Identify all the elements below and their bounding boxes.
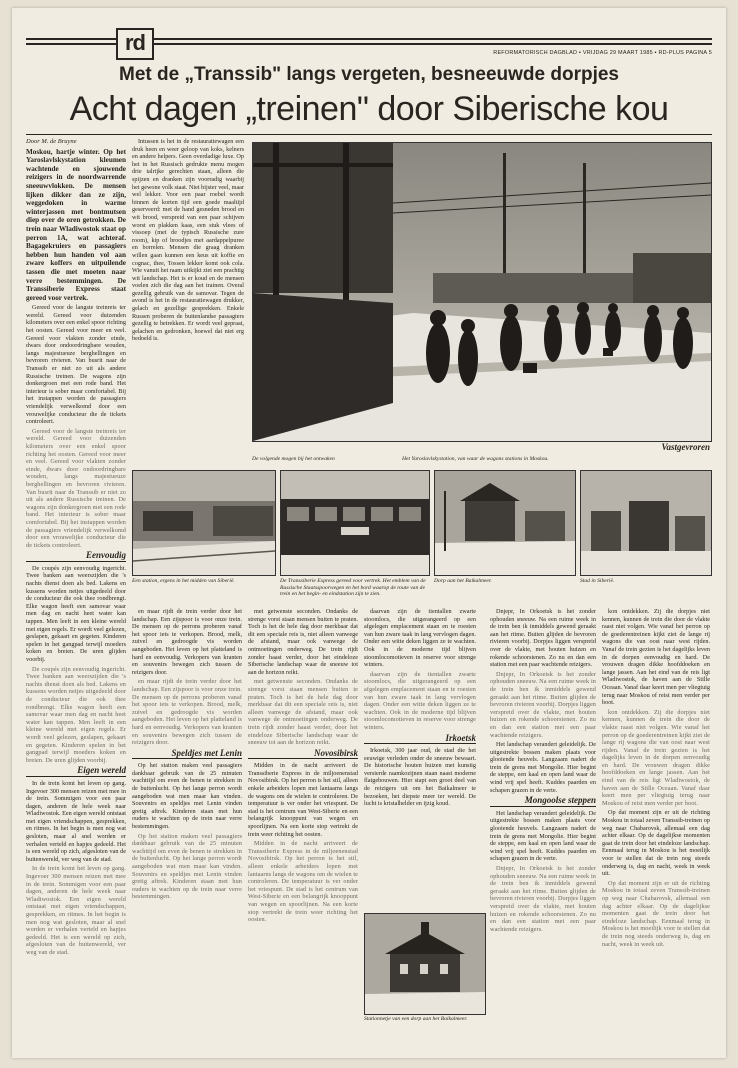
body-paragraph: en maar rijdt de trein verder door het landschap. Een zijspoor is voor onze trein. De mensen op de perrons proberen vanaf het spoor iets te verkopen. Brood, melk, zuivel en gedroogde vis worden aangeboden. Het leven op het platteland is hard en eenvoudig. Verkopers van kranten en souvenirs bewegen zich tussen de reizigers door. — [132, 608, 242, 676]
subhead-irkoetsk: Irkoetsk — [364, 735, 476, 745]
subhead-eenvoudig: Eenvoudig — [26, 552, 126, 562]
photo-transsib-express — [280, 470, 430, 576]
newspaper-page — [12, 8, 726, 1058]
body-paragraph: De coupés zijn eenvoudig ingericht. Twee banken aan weerszijden die 's nachts dienst doen als bed. Lakens en kussens worden netjes uitgedeeld door de conducteur die ook thee rondbrengt. Elke wagon heeft een samovar waar men dag en nacht heet water kan tappen. Men leeft in een kleine wereld met eigen regels. Er wordt veel gelezen, geslapen, gekaart en gegeten. Kinderen spelen in het gangpad terwijl moeders koken en breien. De uren glijden voorbij. — [26, 564, 126, 663]
main-photo-station — [252, 142, 712, 442]
masthead — [26, 28, 712, 58]
body-paragraph: Irkoetsk, 300 jaar oud, de stad die het eeuwige verleden onder de sneeuw bewaart. De historische houten huizen met kunstig versierde raamkozijnen staan naast moderne flatgebouwen. Hier stapt een groot deel van de reizigers uit om het Baikalmeer te bezoeken, het diepste meer ter wereld. De lucht is kristalhelder en ijzig koud. — [364, 747, 476, 808]
photo-caption: Dorp aan het Baikalmeer. — [434, 578, 492, 584]
photo-siberian-city — [580, 470, 712, 576]
lead-paragraph: Moskou, hartje winter. Op het Yaroslavlskystation kleumen wachtende en sjouwende reizigers in de noordwarrende sneeuwvlokken. De mensen lijken dikker dan ze zijn, weggedoken in warme winterjassen met bontmutsen diep over de oren getrokken. De trein naar Wladiwostok staat op perron 1A, wat achteraf. Bagagekruiers en passagiers hebben hun handen vol aan zware koffers en uitpuilende tassen die met moeten naar verre bestemmingen. De Transsiberie Express staat gereed voor vertrek. — [26, 147, 126, 302]
body-paragraph: In de trein komt het leven op gang. Ingevoer 300 mensen reizen met mee in de trein. Sommigen voor een paar dagen, anderen de hele week naar Wladiwostok. Een eigen wereld ontstaat met eigen vriendschappen, gesprekken, en ritmes. In het begin is men nog wat gesloten, maar al snel worden er verhalen verteld en hapjes gedeeld. Het is een wereld op zich, afgesloten van de buitenwereld, ver weg van de stad. — [26, 865, 126, 956]
photo-siberia-station — [132, 470, 276, 576]
station-photo-caption: Stationnetje van een dorp aan het Baikalmeer. — [364, 1016, 468, 1022]
body-paragraph: Midden in de nacht arriveert de Transsiberie Express in de miljoenenstad Novosibirsk. Op het perron is het stil, alleen enkele arbeiders lopen met lantaarns langs de wagons om de wielen te controleren. De temperatuur is ver onder het vriespunt. De stad is het centrum van West-Siberie en een belangrijk knooppunt van wegen en spoorlijnen. Na een korte stop vertrekt de trein weer richting het oosten. — [248, 840, 358, 924]
article-column-6 — [602, 608, 710, 1053]
body-paragraph: Gereed voor de langste treinreis ter wereld. Gereed voor duizenden kilometers over een enkel spoor richting het oosten. Gereed voor meer en veel. Gereed voor vlakten zonder einde, dwars door ondoordringbare wouden, langs majestueuze berghellingen en bevroren rivieren. Van busrit naar de Transsib er niet zo uit als andere Russische treinen. De wagons zijn donkergroen met een rode band. Het interieur is sober maar comfortabel. Bij het instappen worden de passagiers vriendelijk verwelkomd door een vrouwelijke conducteur die de tickets controleert. — [26, 304, 126, 426]
byline: Door M. de Bruyne — [26, 138, 77, 145]
article-column-1 — [26, 138, 126, 1053]
body-paragraph: en maar rijdt de trein verder door het landschap. Een zijspoor is voor onze trein. De mensen op de perrons proberen vanaf het spoor iets te verkopen. Brood, melk, zuivel en gedroogde vis worden aangeboden. Het leven op het platteland is hard en eenvoudig. Verkopers van kranten en souvenirs bewegen zich tussen de reizigers door. — [132, 678, 242, 747]
body-paragraph: Op dat moment zijn er uit de richting Moskou in totaal zeven Transsib-treinen op weg naar Chabarovsk, allemaal een dag achter elkaar. Op de dagelijkse momenten gaat de trein door het eindeloze landschap. Eenmaal terug in Moskou is het moeilijk voor te stellen dat de trein nog steeds onderweg is, dag en nacht, week in week uit. — [602, 809, 710, 878]
photo-caption: Een station, ergens in het midden van Siberië. — [132, 578, 235, 584]
body-paragraph: kon ontdekken. Zij die dorpjes niet kennen, kunnen de trein die door de vlakte raast niet volgen. Wie vanaf het perron op de goederentreinen kijkt ziet de lange rij wagons die van oost naar west rijden. Vanaf de trein gezien is het dagelijks leven in de dorpen eenvoudig en hard. De vrouwen dragen dikke hoofddoeken en lange jassen. Aan het eind van de reis ligt Wladiwostok, de haven aan de Stille Oceaan. Vanaf daar keert men per vliegtuig terug naar Moskou of reist men verder per boot. — [602, 708, 710, 807]
station-platform-image — [253, 143, 711, 441]
photo-caption: De Transsiberie Express gereed voor vertrek. Het emblem van de Russische Staatsspoorwegen en het bord waarop de route van de trein en het begin- en eindstation zijn te zien. — [280, 578, 426, 598]
article-column-3 — [248, 608, 358, 1053]
body-paragraph: In de trein komt het leven op gang. Ingevoer 300 mensen reizen met mee in de trein. Sommigen voor een paar dagen, anderen de hele week naar Wladiwostok. Een eigen wereld ontstaat met eigen vriendschappen, gesprekken, en ritmes. In het begin is men nog wat gesloten, maar al snel worden er verhalen verteld en hapjes gedeeld. Het is een wereld op zich, afgesloten van de buitenwereld, ver weg van de stad. — [26, 779, 126, 863]
main-photo-caption-left: De volgende mogen bij het ontwaken — [252, 456, 335, 462]
body-paragraph: Op het station maken veel passagiers dankbaar gebruik van de 25 minuten wachttijd om even de benen te strekken in de buitenlucht. Op het lange perron wordt aangeboden wat men maar kan vinden. Souvenirs en speldjes met Lenin vinden gretig aftrek. Kinderen staan met hun ouders te wachten op de trein naar verre bestemmingen. — [132, 762, 242, 831]
headline-rule — [26, 134, 712, 135]
body-paragraph: Het landschap verandert geleidelijk. De uitgestrekte bossen maken plaats voor glooiende heuvels. Langzaam nadert de trein de grens met Mongolie. Hier begint de steppe, een kaal en open land waar de wind vrij spel heeft. Kuddes paarden en schapen grazen in de verte. — [490, 741, 596, 794]
headline: Acht dagen „treinen" door Siberische kou — [69, 90, 669, 128]
body-paragraph: Op dat moment zijn er uit de richting Moskou in totaal zeven Transsib-treinen op weg naar Chabarovsk, allemaal een dag achter elkaar. Op de dagelijkse momenten gaat de trein door het eindeloze landschap. Eenmaal terug in Moskou is het moeilijk voor te stellen dat de trein nog steeds onderweg is, dag en nacht, week in week uit. — [602, 879, 710, 948]
body-paragraph: De coupés zijn eenvoudig ingericht. Twee banken aan weerszijden die 's nachts dienst doen als bed. Lakens en kussens worden netjes uitgedeeld door de conducteur die ook thee rondbrengt. Elke wagon heeft een samovar waar men dag en nacht heet water kan tappen. Men leeft in een kleine wereld met eigen regels. Er wordt veel gelezen, geslapen, gekaart en gegeten. Kinderen spelen in het gangpad terwijl moeders koken en breien. De uren glijden voorbij. — [26, 665, 126, 764]
subhead-mongoolse-steppen: Mongoolse steppen — [490, 797, 596, 807]
body-paragraph: met getwenste seconden. Ondanks de strenge vorst staan mensen buiten te praten. Toch is het de hele dag door merkbaar dat dit een speciale reis is, niet alleen vanwege de afstand, maar ook vanwege de ontmoetingen onderweg. De trein rijdt zonder haast verder, door het eindeloze Siberische landschap waar de sneeuw tot aan de horizon reikt. — [248, 608, 358, 676]
body-paragraph: kon ontdekken. Zij die dorpjes niet kennen, kunnen de trein die door de vlakte raast niet volgen. Wie vanaf het perron op de goederentreinen kijkt ziet de lange rij wagons die van oost naar west rijden. Vanaf de trein gezien is het dagelijks leven in de dorpen eenvoudig en hard. De vrouwen dragen dikke hoofddoeken en lange jassen. Aan het eind van de reis ligt Wladiwostok, de haven aan de Stille Oceaan. Vanaf daar keert men per vliegtuig terug naar Moskou of reist men verder per boot. — [602, 608, 710, 707]
subhead-speldjes-met-lenin: Speldjes met Lenin — [132, 750, 242, 760]
body-paragraph: Dnjepr, In Orkoetsk is het zonder ophouden sneeuw. Na een ruime week in de trein ben ik inmiddels gewend geraakt aan het ritme. Buiten glijden de bevroren rivieren voorbij. Dorpjes liggen verspreid over de vlakte, met houten huizen en rokende schoorstenen. Zo nu en dan een station met een paar wachtende reizigers. — [490, 670, 596, 739]
article-column-4 — [364, 608, 476, 908]
photo-baikal-station — [364, 913, 486, 1015]
body-paragraph: Het landschap verandert geleidelijk. De uitgestrekte bossen maken plaats voor glooiende heuvels. Langzaam nadert de trein de grens met Mongolie. Hier begint de steppe, een kaal en open land waar de wind vrij spel heeft. Kuddes paarden en schapen grazen in de verte. — [490, 809, 596, 863]
article-column-5 — [490, 608, 596, 1053]
main-photo-caption-right: Het Yaroslavlskystation, van waar de wagons stations in Moskou. — [402, 456, 549, 462]
body-paragraph: Dnjepr, In Orkoetsk is het zonder ophouden sneeuw. Na een ruime week in de trein ben ik inmiddels gewend geraakt aan het ritme. Buiten glijden de bevroren rivieren voorbij. Dorpjes liggen verspreid over de vlakte, met houten huizen en rokende schoorstenen. Zo nu en dan een station met een paar wachtende reizigers. — [490, 608, 596, 669]
article-column-2-lower — [132, 608, 242, 1053]
article-column-2 — [132, 138, 244, 438]
subhead-eigen-wereld: Eigen wereld — [26, 767, 126, 777]
body-paragraph: Op het station maken veel passagiers dankbaar gebruik van de 25 minuten wachttijd om even de benen te strekken in de buitenlucht. Op het lange perron wordt aangeboden wat men maar kan vinden. Souvenirs en speldjes met Lenin vinden gretig aftrek. Kinderen staan met hun ouders te wachten op de trein naar verre bestemmingen. — [132, 832, 242, 901]
subhead-novosibirsk: Novosibirsk — [248, 750, 358, 760]
photo-baikal-village — [434, 470, 576, 576]
body-paragraph: Intussen is het in de restauratiewagen een druk heen en weer geloop van koks, kelners en andere helpers. Geen overdadige luxe. Op het in het Russisch gedrukte menu mogen drie talrijke gerechten staan, alleen die spijzen en dranken zijn voorradig waarbij het gewone volk staat. Niet bijster veel, maar wel lekker. Voor een paar roebel wordt binnen de korten tijd een goede maaltijd geserveerd: met de hand gesneden brood en wit brood, verspreid van een paar schijven worst en plakken kaas, een stuk vlees of vissoep (met de typisch Russische zure room), kip of broodjes met aardappelpuree en borrelen. Mensen die graag dranken willen gaan kunnen een keus uit koffie en cognac, thee, Tossen lekker komt ook cola. Wie vanuit het raam uitkijkt ziet een prachtig wit landschap. Het is er koud en de mensen voelen zich die dag aan het trainen. Overal gezellig gebruik van de samovar. Tegen de avond is het in de restauratiewagen drukker, gelach en gezellige gesprekken. Enkele Russen proberen de buitenlandse passagiers gezellig te betrekken. Er wordt veel gepraat, gelachen en gedronken, hoewel dat niet erg bedoeld is. — [132, 138, 244, 343]
body-paragraph: Midden in de nacht arriveert de Transsiberie Express in de miljoenenstad Novosibirsk. Op het perron is het stil, alleen enkele arbeiders lopen met lantaarns langs de wagons om de wielen te controleren. De temperatuur is ver onder het vriespunt. De stad is het centrum van West-Siberie en een belangrijk knooppunt van wegen en spoorlijnen. Na een korte stop vertrekt de trein weer richting het oosten. — [248, 762, 358, 838]
body-paragraph: daarvan zijn de tientallen zwarte stoomlocs, die uitgerangeerd op een afgelegen emplacement staan en te roesten van hun zware taak in lang vervlogen dagen. Onder een witte deken liggen ze te wachten. Ook in de moderne tijd blijven stoomlocomotieven in reserve voor strenge winters. — [364, 608, 476, 669]
body-paragraph: met getwenste seconden. Ondanks de strenge vorst staan mensen buiten te praten. Toch is het de hele dag door merkbaar dat dit een speciale reis is, niet alleen vanwege de afstand, maar ook vanwege de ontmoetingen onderweg. De trein rijdt zonder haast verder, door het eindeloze Siberische landschap waar de sneeuw tot aan de horizon reikt. — [248, 678, 358, 747]
photo-caption: Stad in Siberië. — [580, 578, 615, 584]
body-paragraph: Gereed voor de langste treinreis ter wereld. Gereed voor duizenden kilometers over een enkel spoor richting het oosten. Gereed voor meer en veel. Gereed voor vlakten zonder einde, dwars door ondoordringbare wouden, langs majestueuze berghellingen en bevroren rivieren. Van busrit naar de Transsib er niet zo uit als andere Russische treinen. De wagons zijn donkergroen met een rode band. Het interieur is sober maar comfortabel. Bij het instappen worden de passagiers vriendelijk verwelkomd door een vrouwelijke conducteur die de tickets controleert. — [26, 427, 126, 549]
body-paragraph: daarvan zijn de tientallen zwarte stoomlocs, die uitgerangeerd op een afgelegen emplacement staan en te roesten van hun zware taak in lang vervlogen dagen. Onder een witte deken liggen ze te wachten. Ook in de moderne tijd blijven stoomlocomotieven in reserve voor strenge winters. — [364, 670, 476, 731]
kicker: Met de „Transsib" langs vergeten, besneeuwde dorpjes — [119, 64, 619, 85]
rd-logo: rd — [116, 28, 154, 60]
dateline: REFORMATORISCH DAGBLAD ▪ VRIJDAG 29 MAART 1985 ▪ RD-PLUS PAGINA 5 — [489, 50, 712, 56]
photo-section-title: Vastgevroren — [661, 442, 710, 452]
body-paragraph: Dnjepr, In Orkoetsk is het zonder ophouden sneeuw. Na een ruime week in de trein ben ik inmiddels gewend geraakt aan het ritme. Buiten glijden de bevroren rivieren voorbij. Dorpjes liggen verspreid over de vlakte, met houten huizen en rokende schoorstenen. Zo nu en dan een station met een paar wachtende reizigers. — [490, 865, 596, 933]
